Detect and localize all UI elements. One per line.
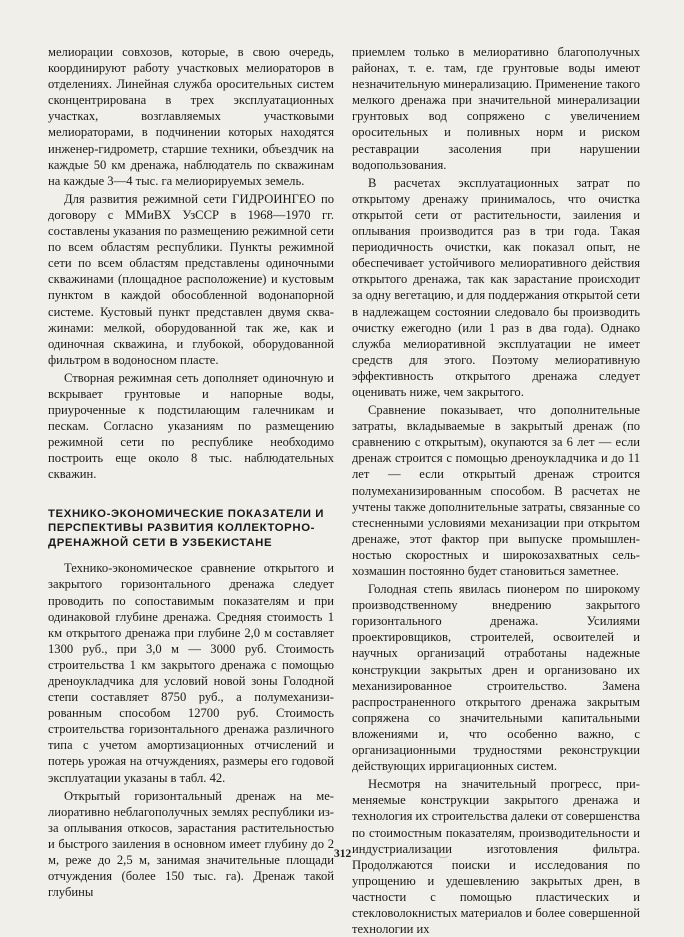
paragraph: Сравнение показывает, что дополнительные затраты, вкладываемые в закрытый дренаж (по сравнению с открытым), окупаются за 6 лет — если дренаж строится с помощью дреноукладчика и до 11 лет — если открытый дренаж строится полумеханизированным способом. В расчетах не учтены также дополнительные затраты, связанные со стесненными условиями механизации при открытом дренаже, этот фактор при выпуске промышленностью скоростных и широкозахватных сельхозмашин постоянно будет становиться заметнее.: [352, 403, 640, 578]
paragraph: В расчетах эксплуатационных затрат по открытому дренажу принималось, что очистка открытой сети от растительности, заиления и оплывания производится раз в три года. Такая периодичность очистки, как показал опыт, не обеспечивает устойчивого мелиоративного действия открытого дренажа, так как зарастание происходит за одну вегетацию, и для поддержания открытой сети в надлежащем состоянии следовало бы производить очистку ежегодно (или 1 раз в два года). Однако служба мелиоративной эксплуатации не имеет средств для этого. Поэтому мелиоративную эффективность открытого дренажа следует оценивать ниже, чем закрытого.: [352, 175, 640, 399]
paragraph: Для развития режимной сети ГИДРОИНГЕО по договору с ММиВХ УзССР в 1968—1970 гг. составлены указания по размещению режимной сети по всем областям республики. Пункты режимной сети по всем областям представлены одиночными скважинами (площадное расположение) и кустовым пунктом в каждой обособленной водонапорной системе. Кустовый пункт представлен двумя скважинами: мелкой, оборудованной так же, как и одиночная скважина, и глубокой, оборудованной фильтром в водоносном пласте.: [48, 191, 334, 367]
section-heading: ТЕХНИКО-ЭКОНОМИЧЕСКИЕ ПОКАЗАТЕЛИ И ПЕРСПЕКТИВЫ РАЗВИТИЯ КОЛЛЕКТОРНО-ДРЕНАЖНОЙ СЕТИ В УЗБЕКИСТАНЕ: [48, 507, 325, 549]
paragraph: Створная режимная сеть дополняет одиночную и вскрывает грунтовые и напорные воды, приуроченные к подстилающим галечникам и пескам. Согласно указаниям по размещению режимной сети по республике необходимо построить еще около 8 тыс. наблюдательных скважин.: [48, 370, 334, 482]
right-column: [352, 44, 640, 937]
paragraph: Открытый горизонтальный дренаж на мелиоративно неблагополучных землях республики из-за оплывания откосов, зарастания растительностью и быстрого заиления в основном имеет глубину до 2 м, реже до 2,5 м, занимая значительные площади отчуждения (более 150 тыс. га). Дренаж такой глубины: [48, 788, 334, 900]
page-number: 312: [334, 848, 352, 860]
paragraph: мелиорации совхозов, которые, в свою очередь, координируют работу участковых мелиораторов в отделениях. Линейная служба оросительных систем сконцентрирована в трех эксплуатационных участках, возглавляемых участковыми мелиораторами, в подчинении которых находятся инженер-гидрометр, старшие техники, объездчик на каждые 50 км дренажа, наблюдатель по скважинам на каждые 3—4 тыс. га мелиорируемых земель.: [48, 45, 334, 188]
paragraph: Несмотря на значительный прогресс, применяемые конструкции закрытого дренажа и технология их строительства далеки от совершенства по стоимостным показателям, производительности и индустриализации изготовления фильтра. Продолжаются поиски и исследования по упрощению и удешевлению закрытых дрен, в частности с помощью пластических и стекловолокнистых материалов и более совершенной технологии их: [352, 777, 640, 937]
paragraph: Технико-экономическое сравнение открытого и закрытого горизонтального дренажа следует проводить по сопоставимым показателям и при одинаковой глубине дренажа. Средняя стоимость 1 км открытого дренажа при глубине 2,0 м составляет 1300 руб., при 3,0 м — 3000 руб. Стоимость строительства 1 км закрытого дренажа с помощью дреноукладчика для условий новой зоны Голодной степи составляет 8750 руб., а полумеханизированным способом 12700 руб. Стоимость строительства горизонтального дренажа различного типа с учетом амортизационных отчислений и потерь урожая на отчуждениях, размеры его годовой эксплуатации указаны в табл. 42.: [48, 561, 334, 785]
paragraph: Голодная степь явилась пионером по широкому производственному внедрению закрытого горизонтального дренажа. Усилиями проектировщиков, строителей, освоителей и научных организаций отработаны надежные конструкции закрытых дрен и организовано их механизированное строительство. Замена распространенного открытого дренажа закрытым сопряжена со значительными капитальными вложениями и, что особенно важно, с организационными трудностями реконструкции действующих ирригационных систем.: [352, 582, 640, 774]
left-column: [48, 44, 334, 900]
paragraph: приемлем только в мелиоративно благополучных районах, т. е. там, где грунтовые воды имеют незначительную минерализацию. Применение такого мелкого дренажа при значительной минерализации грунтовых вод сопряжено с увеличением оросительных и поливных норм и риском реставрации засоления при нарушении водопользования.: [352, 45, 640, 172]
